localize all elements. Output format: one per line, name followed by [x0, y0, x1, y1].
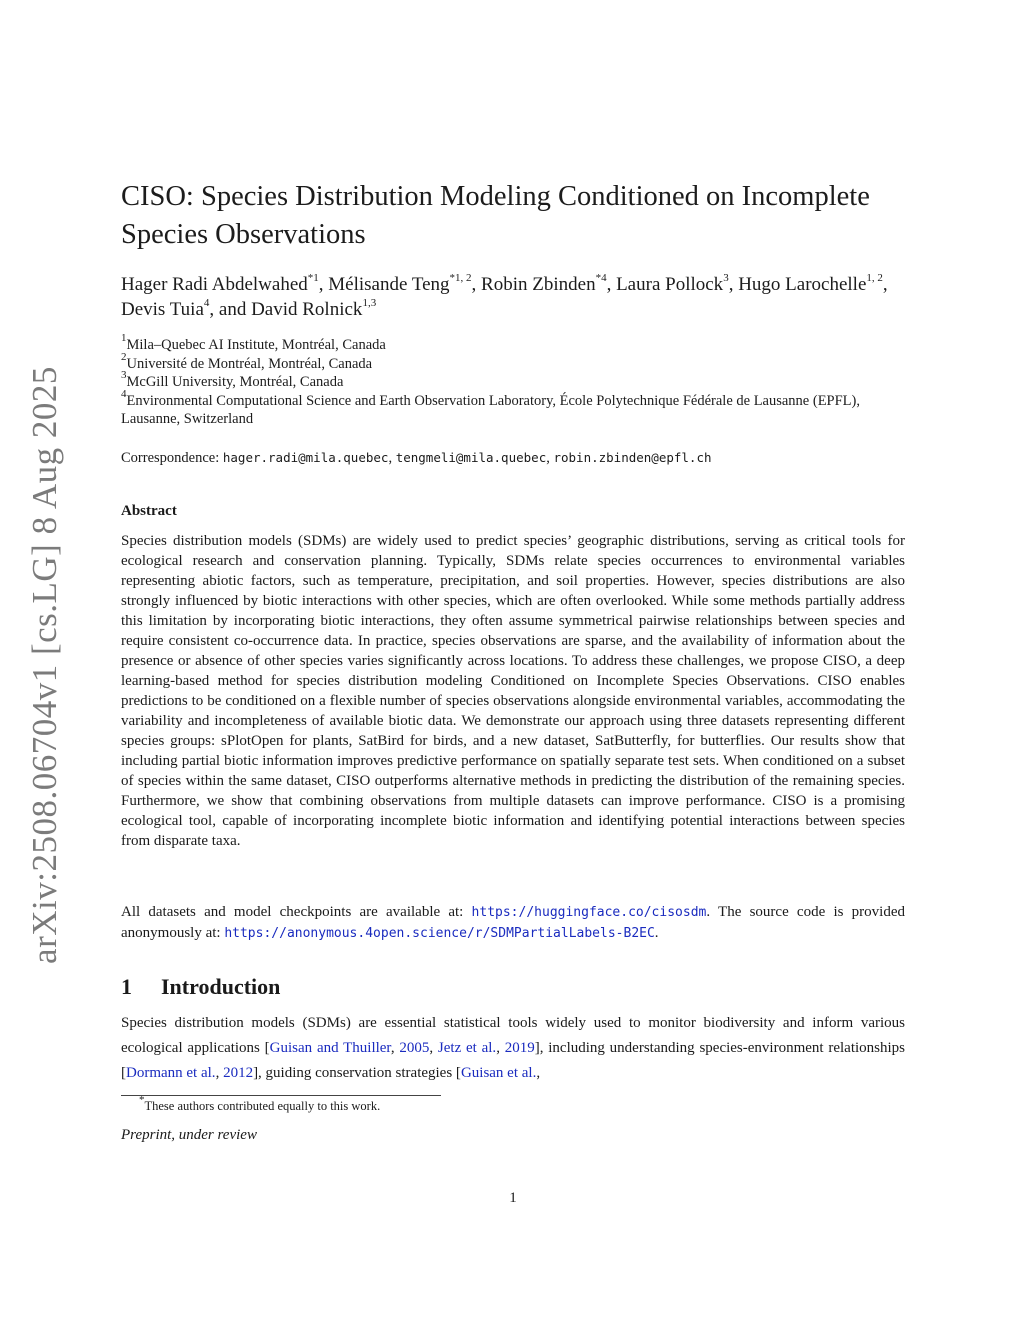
email-separator: ,: [388, 450, 396, 466]
footnote: [139, 1093, 381, 1114]
intro-text: ,: [390, 1040, 400, 1056]
intro-text: ,: [215, 1065, 224, 1081]
abstract-heading: Abstract: [121, 503, 177, 519]
intro-text: ,: [429, 1040, 438, 1056]
affiliation-number: 2: [121, 350, 127, 363]
availability-text-before: All datasets and model checkpoints are available at:: [121, 904, 472, 920]
footnote-divider: [121, 1095, 441, 1096]
footnote-text: These authors contributed equally to this work.: [144, 1099, 381, 1113]
author-name: Laura Pollock: [616, 274, 724, 295]
affiliation-text: Mila–Quebec AI Institute, Montréal, Canada: [126, 337, 386, 353]
correspondence-label: Correspondence:: [121, 450, 220, 466]
affiliation-number: 1: [121, 332, 127, 345]
footnote-mark: *: [139, 1093, 145, 1106]
affiliation-text: McGill University, Montréal, Canada: [126, 374, 344, 390]
citation-link[interactable]: 2005: [399, 1040, 430, 1056]
author-name: David Rolnick: [251, 299, 363, 320]
intro-text: ], guiding conservation strategies [: [253, 1065, 461, 1081]
author-separator: ,: [882, 274, 888, 295]
arxiv-identifier-stamp: [10, 366, 80, 964]
author-name: Devis Tuia: [121, 299, 204, 320]
author-affiliation-mark: *1: [307, 271, 319, 284]
availability-paragraph: [121, 902, 905, 944]
citation-link[interactable]: Guisan and Thuiller: [269, 1040, 391, 1056]
source-code-link[interactable]: https://anonymous.4open.science/r/SDMPartialLabels-B2EC: [224, 926, 655, 941]
email-separator: ,: [546, 450, 554, 466]
section-number: 1: [121, 974, 132, 999]
email-link[interactable]: hager.radi@mila.quebec: [222, 450, 389, 465]
email-link[interactable]: tengmeli@mila.quebec: [395, 450, 547, 465]
citation-link[interactable]: Dormann et al.: [126, 1065, 216, 1081]
introduction-paragraph: [121, 1011, 905, 1086]
citation-link[interactable]: Guisan et al.: [460, 1065, 537, 1081]
affiliation-item: [121, 387, 905, 429]
citation-link[interactable]: 2019: [504, 1040, 535, 1056]
affiliation-text: Environmental Computational Science and Earth Observation Laboratory, École Polytechnique Fédérale de Lausanne (EPFL), Lausanne, Switzerland: [121, 392, 860, 427]
section-heading-introduction: [121, 974, 280, 1000]
intro-text: Species distribution models (SDMs) are essential statistical tools widely used to monitor biodiversity and inform various ecological applications [: [121, 1015, 905, 1056]
author-affiliation-mark: 3: [723, 271, 729, 284]
author-separator: , and: [209, 299, 252, 320]
email-link[interactable]: robin.zbinden@epfl.ch: [553, 450, 712, 465]
author-affiliation-mark: *1, 2: [449, 271, 472, 284]
author-separator: ,: [318, 274, 329, 295]
dataset-link[interactable]: https://huggingface.co/cisosdm: [471, 905, 707, 920]
author-affiliation-mark: 1, 2: [866, 271, 883, 284]
author-affiliation-mark: 1,3: [362, 296, 377, 309]
correspondence-line: [121, 449, 905, 467]
section-title: Introduction: [161, 974, 281, 999]
affiliation-item: [121, 332, 905, 355]
paper-title: CISO: Species Distribution Modeling Conditioned on Incomplete Species Observations: [121, 181, 870, 250]
abstract-body: Species distribution models (SDMs) are widely used to predict species’ geographic distributions, serving as critical tools for ecological research and conservation planning. Typically, SDMs relate species occurrences to environmental variables representing abiotic factors, such as temperature, precipitation, and soil properties. However, species distributions are also strongly influenced by biotic interactions with other species, which are often overlooked. While some methods partially address this limitation by incorporating biotic interactions, they often assume symmetrical pairwise relationships between species and require consistent co-occurrence data. In practice, species observations are sparse, and the availability of information about the presence or absence of other species varies significantly across locations. To address these challenges, we propose CISO, a deep learning-based method for species distribution modeling Conditioned on Incomplete Species Observations. CISO enables predictions to be conditioned on a flexible number of species observations alongside environmental variables, accommodating the variability and incompleteness of available biotic data. We demonstrate our approach using three datasets representing different species groups: sPlotOpen for plants, SatBird for birds, and a new dataset, SatButterfly, for butterflies. Our results show that including partial biotic information improves predictive performance on spatially separate test sets. When conditioned on a subset of species within the same dataset, CISO outperforms alternative methods in predicting the distribution of the remaining species. Furthermore, we show that combining observations from multiple datasets can improve performance. CISO is a promising ecological tool, capable of incorporating incomplete biotic information and identifying potential interactions between species from disparate taxa.: [121, 533, 905, 849]
author-name: Hugo Larochelle: [738, 274, 867, 295]
availability-text-after: .: [654, 925, 659, 941]
author-separator: ,: [606, 274, 617, 295]
author-separator: ,: [728, 274, 739, 295]
affiliation-number: 4: [121, 387, 127, 400]
affiliation-item: [121, 350, 905, 374]
intro-text: ,: [496, 1040, 505, 1056]
citation-link[interactable]: Jetz et al.: [437, 1040, 497, 1056]
author-name: Robin Zbinden: [481, 274, 596, 295]
arxiv-identifier-text: arXiv:2508.06704v1 [cs.LG] 8 Aug 2025: [25, 366, 65, 964]
author-separator: ,: [471, 274, 482, 295]
preprint-note: Preprint, under review: [121, 1127, 257, 1143]
page-number: 1: [509, 1190, 517, 1206]
affiliation-item: [121, 369, 905, 392]
affiliation-list: [121, 332, 905, 429]
author-affiliation-mark: *4: [595, 271, 607, 284]
author-list: [121, 272, 905, 322]
author-affiliation-mark: 4: [203, 296, 210, 309]
intro-text: ,: [536, 1065, 541, 1081]
intro-text: ], including understanding species-environment relationships [: [121, 1040, 906, 1081]
affiliation-number: 3: [121, 369, 127, 382]
author-name: Mélisande Teng: [328, 274, 450, 295]
correspondence-emails: [223, 450, 712, 466]
availability-text-middle: . The source code is provided anonymously at:: [121, 904, 905, 941]
citation-link[interactable]: 2012: [223, 1065, 254, 1081]
author-name: Hager Radi Abdelwahed: [121, 274, 308, 295]
affiliation-text: Université de Montréal, Montréal, Canada: [126, 355, 373, 372]
